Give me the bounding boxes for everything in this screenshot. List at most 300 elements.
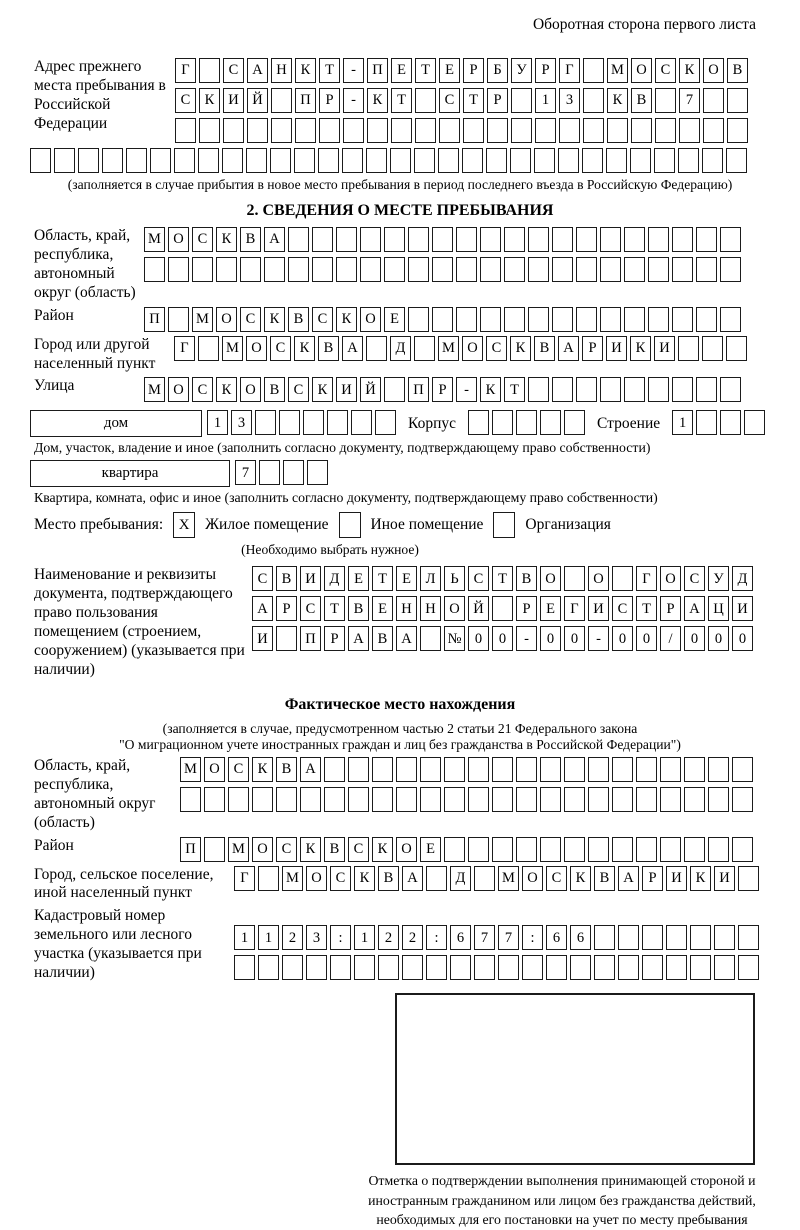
form-cell: О bbox=[522, 866, 543, 891]
form-cell: С bbox=[240, 307, 261, 332]
form-cell bbox=[690, 925, 711, 950]
form-cell: Д bbox=[390, 336, 411, 361]
form-cell: О bbox=[216, 307, 237, 332]
form-cell bbox=[672, 227, 693, 252]
form-cell: В bbox=[276, 757, 297, 782]
form-cell: С bbox=[300, 596, 321, 621]
form-cell bbox=[126, 148, 147, 173]
form-cell bbox=[642, 955, 663, 980]
form-cell: Р bbox=[642, 866, 663, 891]
form-cell: 0 bbox=[612, 626, 633, 651]
actual-location-caption-1: (заполняется в случае, предусмотренном частью 2 статьи 21 Федерального закона bbox=[162, 720, 638, 736]
form-cell bbox=[330, 955, 351, 980]
form-cell: М bbox=[607, 58, 628, 83]
form-cell: 0 bbox=[468, 626, 489, 651]
city-label: Город или другой населенный пункт bbox=[34, 335, 156, 372]
form-cell bbox=[319, 118, 340, 143]
form-cell: А bbox=[300, 757, 321, 782]
form-cell: А bbox=[264, 227, 285, 252]
form-cell: Р bbox=[324, 626, 345, 651]
form-cell bbox=[720, 307, 741, 332]
form-cell bbox=[222, 148, 243, 173]
form-cell bbox=[552, 377, 573, 402]
form-cell bbox=[583, 118, 604, 143]
form-cell: М bbox=[192, 307, 213, 332]
form-cell bbox=[600, 257, 621, 282]
house-caption: Дом, участок, владение и иное (заполнить согласно документу, подтверждающему право собственности) bbox=[34, 440, 651, 456]
form-cell bbox=[678, 336, 699, 361]
form-cell bbox=[570, 955, 591, 980]
form-cell bbox=[583, 88, 604, 113]
form-cell: К bbox=[312, 377, 333, 402]
form-cell bbox=[582, 148, 603, 173]
form-cell bbox=[708, 757, 729, 782]
form-cell: В bbox=[516, 566, 537, 591]
form-cell bbox=[444, 787, 465, 812]
form-cell bbox=[600, 377, 621, 402]
form-cell bbox=[504, 257, 525, 282]
form-cell: 1 bbox=[234, 925, 255, 950]
form-cell: Г bbox=[564, 596, 585, 621]
residence-option-org-label: Организация bbox=[525, 516, 611, 534]
form-cell bbox=[432, 307, 453, 332]
form-cell bbox=[204, 787, 225, 812]
form-cell bbox=[456, 257, 477, 282]
form-cell bbox=[564, 566, 585, 591]
form-cell: Г bbox=[559, 58, 580, 83]
form-cell bbox=[552, 257, 573, 282]
form-cell: О bbox=[588, 566, 609, 591]
form-cell: : bbox=[330, 925, 351, 950]
form-cell bbox=[402, 955, 423, 980]
residence-option-zhiloe-label: Жилое помещение bbox=[205, 516, 329, 534]
form-cell bbox=[367, 118, 388, 143]
form-cell: К bbox=[367, 88, 388, 113]
form-cell bbox=[708, 787, 729, 812]
form-cell bbox=[607, 118, 628, 143]
form-cell bbox=[276, 787, 297, 812]
form-cell bbox=[474, 866, 495, 891]
form-cell: И bbox=[666, 866, 687, 891]
form-cell bbox=[522, 955, 543, 980]
city-grid bbox=[174, 336, 747, 361]
form-cell bbox=[312, 257, 333, 282]
form-cell bbox=[336, 257, 357, 282]
form-cell bbox=[727, 118, 748, 143]
form-cell bbox=[288, 227, 309, 252]
form-cell: О bbox=[462, 336, 483, 361]
form-cell: Й bbox=[247, 88, 268, 113]
form-cell: П bbox=[180, 837, 201, 862]
form-cell: В bbox=[264, 377, 285, 402]
form-cell: О bbox=[360, 307, 381, 332]
form-cell: И bbox=[654, 336, 675, 361]
form-cell bbox=[492, 410, 513, 435]
form-cell: Й bbox=[360, 377, 381, 402]
form-cell: В bbox=[318, 336, 339, 361]
apartment-box: квартира bbox=[30, 460, 230, 487]
form-cell: Л bbox=[420, 566, 441, 591]
form-cell: К bbox=[354, 866, 375, 891]
form-cell bbox=[630, 148, 651, 173]
form-cell bbox=[588, 787, 609, 812]
form-cell bbox=[738, 925, 759, 950]
district-label: Район bbox=[34, 306, 74, 324]
form-cell bbox=[480, 307, 501, 332]
form-cell bbox=[558, 148, 579, 173]
form-cell bbox=[624, 307, 645, 332]
residence-note: (Необходимо выбрать нужное) bbox=[241, 542, 419, 558]
form-cell bbox=[726, 336, 747, 361]
form-cell bbox=[259, 460, 280, 485]
form-cell bbox=[540, 757, 561, 782]
form-cell bbox=[150, 148, 171, 173]
document-block bbox=[34, 566, 800, 679]
fact-cadastre-grid-row-1 bbox=[234, 925, 759, 950]
prev-address-grid-row-3 bbox=[175, 118, 748, 143]
form-cell bbox=[732, 837, 753, 862]
form-cell: С bbox=[439, 88, 460, 113]
form-cell bbox=[312, 227, 333, 252]
house-box: дом bbox=[30, 410, 202, 437]
form-cell: 2 bbox=[402, 925, 423, 950]
form-cell: У bbox=[511, 58, 532, 83]
form-cell bbox=[624, 257, 645, 282]
form-cell: А bbox=[252, 596, 273, 621]
form-cell bbox=[552, 307, 573, 332]
form-cell bbox=[223, 118, 244, 143]
form-cell bbox=[498, 955, 519, 980]
form-cell bbox=[444, 837, 465, 862]
form-cell bbox=[690, 955, 711, 980]
form-cell bbox=[504, 227, 525, 252]
form-cell bbox=[666, 925, 687, 950]
form-cell bbox=[564, 410, 585, 435]
form-cell: 0 bbox=[564, 626, 585, 651]
form-cell: Е bbox=[372, 596, 393, 621]
form-cell bbox=[343, 118, 364, 143]
form-cell bbox=[720, 410, 741, 435]
form-cell bbox=[255, 410, 276, 435]
form-cell bbox=[738, 955, 759, 980]
stamp-caption: Отметка о подтверждении выполнения принимающей стороной и иностранным гражданином или лицом без гражданства действий, необходимых для его постановки на учет по месту пребывания bbox=[368, 1172, 756, 1228]
document-grid-row-1 bbox=[252, 566, 753, 591]
form-cell bbox=[564, 837, 585, 862]
form-cell: Б bbox=[487, 58, 508, 83]
form-cell bbox=[216, 257, 237, 282]
form-cell bbox=[415, 118, 436, 143]
form-cell bbox=[492, 837, 513, 862]
form-cell bbox=[234, 955, 255, 980]
form-cell: 2 bbox=[282, 925, 303, 950]
form-cell bbox=[678, 148, 699, 173]
form-cell: Е bbox=[348, 566, 369, 591]
form-cell bbox=[655, 118, 676, 143]
form-cell: К bbox=[630, 336, 651, 361]
form-cell bbox=[384, 257, 405, 282]
form-cell bbox=[468, 787, 489, 812]
form-cell bbox=[655, 88, 676, 113]
form-cell bbox=[198, 336, 219, 361]
form-cell bbox=[324, 757, 345, 782]
form-cell: И bbox=[300, 566, 321, 591]
form-cell: В bbox=[348, 596, 369, 621]
form-cell bbox=[636, 757, 657, 782]
fact-region-grid-row-1 bbox=[180, 757, 753, 782]
region-grid-row-2 bbox=[144, 257, 741, 282]
prev-address-label: Адрес прежнего места пребывания в Российской Федерации bbox=[34, 58, 166, 132]
form-cell bbox=[583, 58, 604, 83]
form-cell: Г bbox=[174, 336, 195, 361]
form-cell bbox=[576, 227, 597, 252]
form-cell bbox=[444, 757, 465, 782]
form-cell: В bbox=[594, 866, 615, 891]
form-cell bbox=[54, 148, 75, 173]
form-cell bbox=[414, 336, 435, 361]
form-cell bbox=[516, 787, 537, 812]
form-cell: Т bbox=[391, 88, 412, 113]
form-cell: С bbox=[330, 866, 351, 891]
form-cell bbox=[654, 148, 675, 173]
form-cell bbox=[282, 955, 303, 980]
form-cell bbox=[252, 787, 273, 812]
stamp-area bbox=[350, 993, 774, 1230]
form-cell: С bbox=[348, 837, 369, 862]
form-cell: И bbox=[714, 866, 735, 891]
form-cell bbox=[144, 257, 165, 282]
form-cell bbox=[360, 227, 381, 252]
form-cell bbox=[702, 148, 723, 173]
form-cell bbox=[511, 118, 532, 143]
form-cell: 6 bbox=[570, 925, 591, 950]
form-cell bbox=[564, 757, 585, 782]
form-cell bbox=[468, 757, 489, 782]
form-cell bbox=[714, 925, 735, 950]
form-cell bbox=[546, 955, 567, 980]
form-cell: И bbox=[336, 377, 357, 402]
form-cell bbox=[684, 787, 705, 812]
form-cell bbox=[672, 257, 693, 282]
actual-location-title: Фактическое место нахождения bbox=[284, 695, 516, 713]
form-cell bbox=[439, 118, 460, 143]
form-cell: О bbox=[204, 757, 225, 782]
form-cell: С bbox=[288, 377, 309, 402]
form-cell: К bbox=[372, 837, 393, 862]
form-cell: С bbox=[228, 757, 249, 782]
form-cell bbox=[666, 955, 687, 980]
form-cell: К bbox=[679, 58, 700, 83]
form-cell bbox=[703, 88, 724, 113]
region-grid-row-1 bbox=[144, 227, 741, 252]
form-cell bbox=[631, 118, 652, 143]
form-cell bbox=[480, 257, 501, 282]
form-cell: А bbox=[247, 58, 268, 83]
form-cell bbox=[703, 118, 724, 143]
form-cell: С bbox=[546, 866, 567, 891]
form-cell bbox=[463, 118, 484, 143]
street-label: Улица bbox=[34, 377, 75, 395]
form-cell bbox=[612, 566, 633, 591]
form-cell: Р bbox=[276, 596, 297, 621]
korpus-grid bbox=[468, 410, 585, 435]
form-cell bbox=[351, 410, 372, 435]
form-cell: Р bbox=[535, 58, 556, 83]
form-cell: М bbox=[144, 377, 165, 402]
form-cell bbox=[564, 787, 585, 812]
form-cell: А bbox=[618, 866, 639, 891]
form-cell bbox=[744, 410, 765, 435]
fact-cadastre-grid-row-2 bbox=[234, 955, 759, 980]
form-cell: Р bbox=[487, 88, 508, 113]
form-cell: / bbox=[660, 626, 681, 651]
form-cell: 0 bbox=[684, 626, 705, 651]
form-cell: К bbox=[690, 866, 711, 891]
form-cell bbox=[660, 787, 681, 812]
form-cell bbox=[300, 787, 321, 812]
fact-cadastre-label: Кадастровый номер земельного или лесного участка (указывается при наличии) bbox=[34, 907, 202, 982]
form-cell bbox=[540, 410, 561, 435]
form-cell bbox=[279, 410, 300, 435]
form-cell: У bbox=[708, 566, 729, 591]
form-cell: В bbox=[240, 227, 261, 252]
form-cell bbox=[510, 148, 531, 173]
form-cell: О bbox=[703, 58, 724, 83]
form-cell bbox=[384, 377, 405, 402]
form-cell bbox=[456, 227, 477, 252]
form-cell: С bbox=[192, 377, 213, 402]
form-cell bbox=[696, 377, 717, 402]
form-cell: : bbox=[522, 925, 543, 950]
form-cell: О bbox=[252, 837, 273, 862]
fact-region-grid-row-2 bbox=[180, 787, 753, 812]
form-cell bbox=[528, 307, 549, 332]
form-cell bbox=[420, 626, 441, 651]
street-grid bbox=[144, 377, 741, 402]
form-cell: Р bbox=[432, 377, 453, 402]
form-cell bbox=[258, 866, 279, 891]
form-cell: Г bbox=[175, 58, 196, 83]
form-cell: Т bbox=[372, 566, 393, 591]
form-cell bbox=[636, 787, 657, 812]
form-cell: 1 bbox=[354, 925, 375, 950]
form-cell bbox=[324, 787, 345, 812]
form-cell: К bbox=[295, 58, 316, 83]
form-cell: 0 bbox=[708, 626, 729, 651]
form-cell bbox=[295, 118, 316, 143]
form-cell: Е bbox=[439, 58, 460, 83]
form-cell bbox=[426, 866, 447, 891]
form-cell bbox=[372, 757, 393, 782]
form-cell bbox=[264, 257, 285, 282]
form-cell bbox=[258, 955, 279, 980]
form-cell bbox=[702, 336, 723, 361]
form-cell bbox=[511, 88, 532, 113]
region-block bbox=[34, 227, 800, 303]
form-cell bbox=[528, 257, 549, 282]
form-cell: 6 bbox=[546, 925, 567, 950]
form-cell: П bbox=[144, 307, 165, 332]
region-label: Область, край, республика, автономный округ (область) bbox=[34, 227, 136, 301]
form-cell: Т bbox=[463, 88, 484, 113]
form-cell bbox=[576, 257, 597, 282]
form-cell bbox=[438, 148, 459, 173]
form-cell: К bbox=[570, 866, 591, 891]
fact-district-grid bbox=[180, 837, 753, 862]
form-cell: П bbox=[408, 377, 429, 402]
form-cell bbox=[492, 596, 513, 621]
form-cell: 3 bbox=[306, 925, 327, 950]
form-cell bbox=[375, 410, 396, 435]
form-cell: К bbox=[510, 336, 531, 361]
form-cell bbox=[283, 460, 304, 485]
fact-region-block bbox=[34, 757, 800, 833]
form-cell bbox=[199, 118, 220, 143]
form-cell: К bbox=[336, 307, 357, 332]
form-cell: - bbox=[516, 626, 537, 651]
stroenie-grid bbox=[672, 410, 765, 435]
form-cell: Т bbox=[324, 596, 345, 621]
form-cell: В bbox=[276, 566, 297, 591]
form-cell: № bbox=[444, 626, 465, 651]
form-cell: Т bbox=[504, 377, 525, 402]
korpus-label: Корпус bbox=[408, 415, 456, 433]
form-cell bbox=[588, 837, 609, 862]
form-cell bbox=[270, 148, 291, 173]
form-cell: В bbox=[372, 626, 393, 651]
form-cell bbox=[247, 118, 268, 143]
document-label: Наименование и реквизиты документа, подтверждающего право пользования помещением (строением, сооружением) (указывается при наличии) bbox=[34, 566, 245, 678]
form-cell: К bbox=[216, 377, 237, 402]
form-cell bbox=[684, 757, 705, 782]
form-cell bbox=[642, 925, 663, 950]
form-cell: Г bbox=[234, 866, 255, 891]
form-cell: И bbox=[606, 336, 627, 361]
form-cell: О bbox=[660, 566, 681, 591]
form-cell bbox=[342, 148, 363, 173]
form-cell bbox=[354, 955, 375, 980]
form-cell bbox=[600, 227, 621, 252]
form-cell bbox=[408, 227, 429, 252]
prev-address-block bbox=[34, 58, 800, 143]
form-cell: В bbox=[324, 837, 345, 862]
form-cell: 7 bbox=[474, 925, 495, 950]
form-cell bbox=[492, 787, 513, 812]
prev-address-grid-row-4 bbox=[30, 148, 800, 173]
form-cell bbox=[606, 148, 627, 173]
form-cell bbox=[420, 787, 441, 812]
fact-city-grid bbox=[234, 866, 759, 891]
form-cell: В bbox=[378, 866, 399, 891]
form-cell: С bbox=[684, 566, 705, 591]
form-cell bbox=[486, 148, 507, 173]
form-cell bbox=[618, 955, 639, 980]
form-cell bbox=[390, 148, 411, 173]
form-cell: П bbox=[367, 58, 388, 83]
form-cell bbox=[288, 257, 309, 282]
form-cell: Т bbox=[636, 596, 657, 621]
form-cell bbox=[396, 757, 417, 782]
form-cell bbox=[594, 925, 615, 950]
form-cell bbox=[391, 118, 412, 143]
form-cell: В bbox=[727, 58, 748, 83]
fact-city-block bbox=[34, 866, 800, 904]
form-cell bbox=[396, 787, 417, 812]
form-cell: О bbox=[246, 336, 267, 361]
house-grid bbox=[207, 410, 396, 435]
form-cell: С bbox=[175, 88, 196, 113]
district-block bbox=[34, 307, 800, 332]
form-cell bbox=[594, 955, 615, 980]
